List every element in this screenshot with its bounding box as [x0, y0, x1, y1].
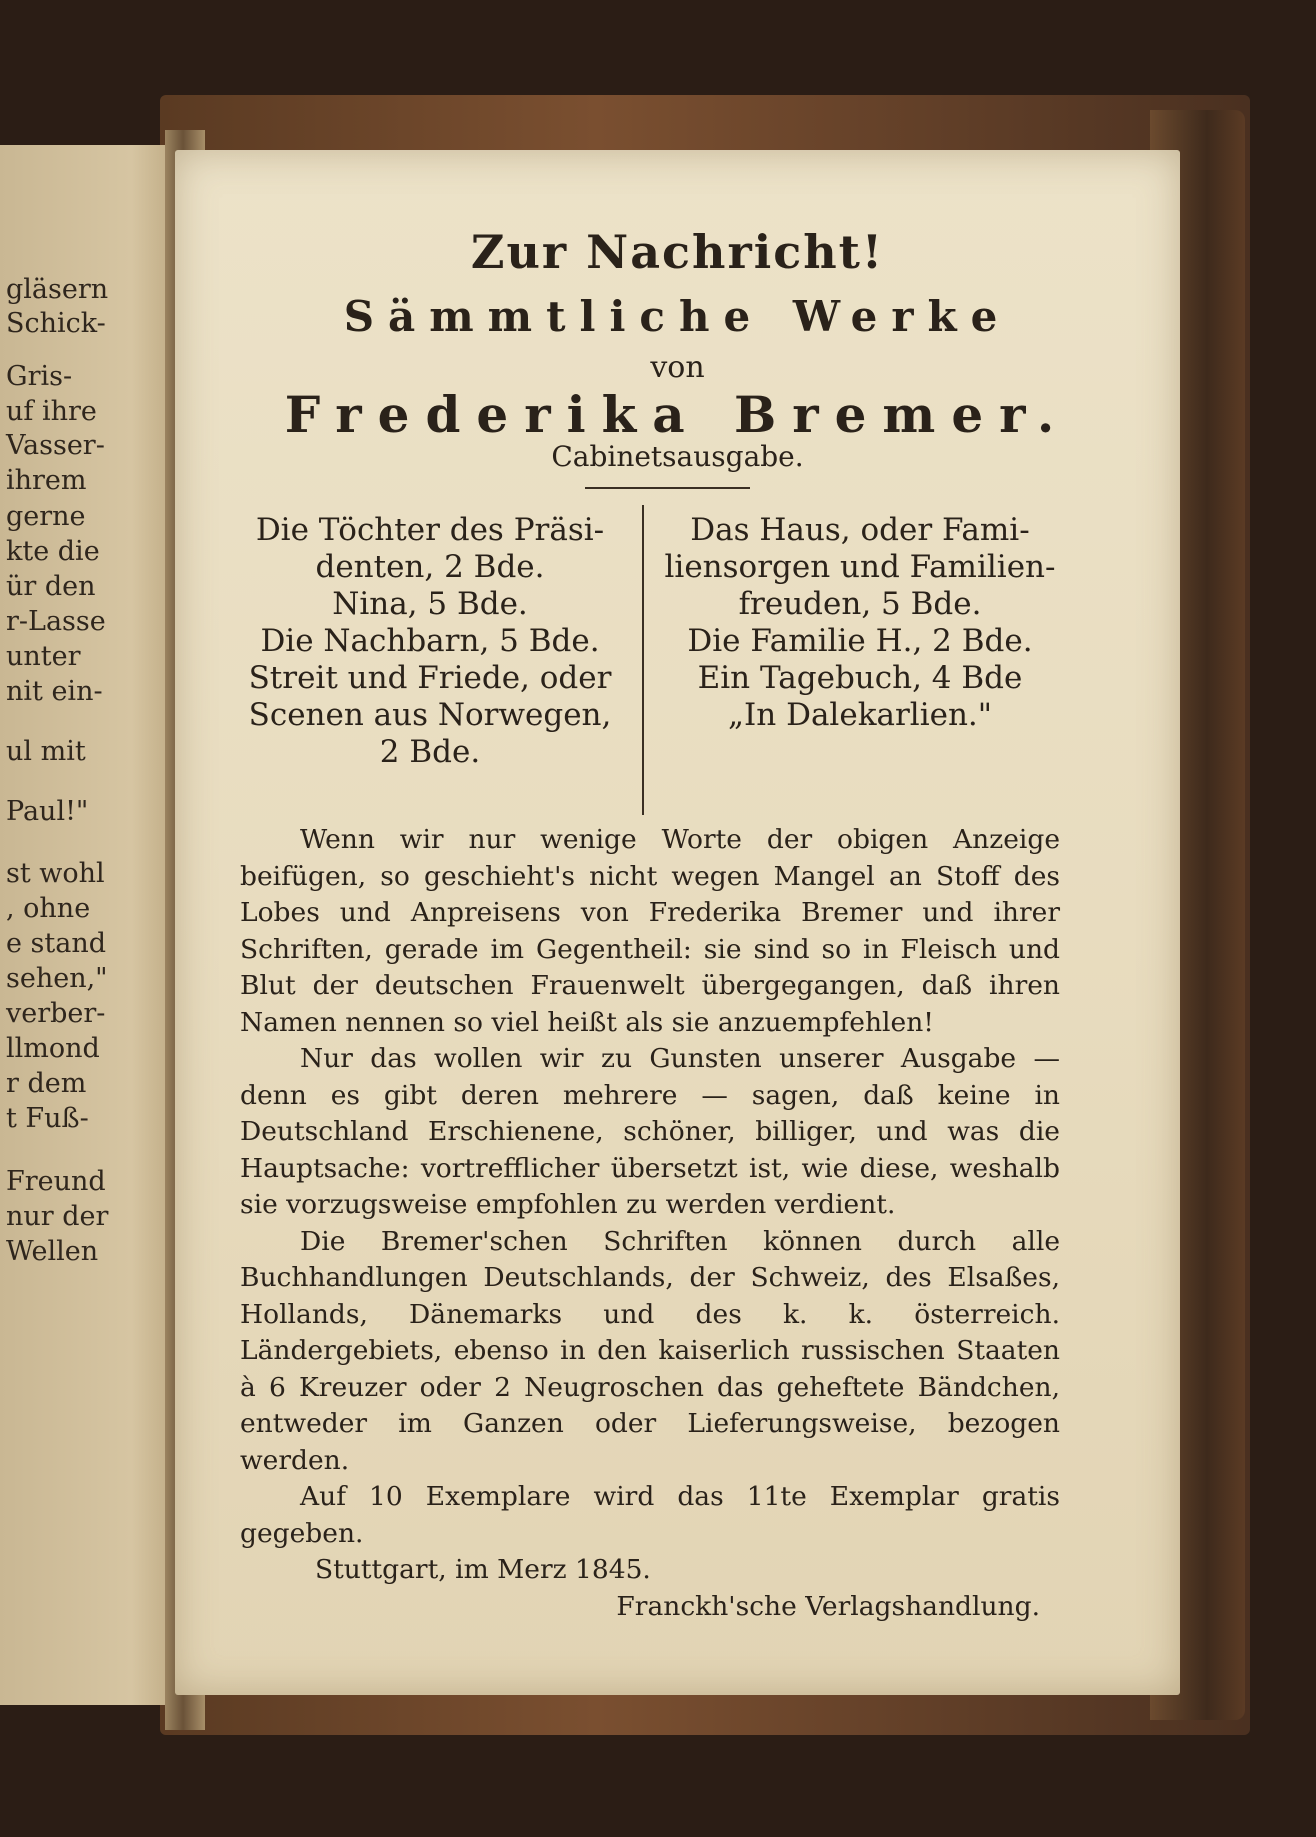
left-page-line: r dem — [6, 1068, 87, 1099]
publisher-signature: Franckh'sche Verlagshandlung. — [616, 1590, 1040, 1622]
author-name: Frederika Bremer. — [284, 385, 1071, 444]
paragraph: Auf 10 Exemplare wird das 11te Exemplar gratis gegeben. — [240, 1481, 1060, 1549]
left-page-line: unter — [6, 641, 81, 672]
left-page-line: gläsern — [6, 274, 109, 305]
works-heading: Sämmtliche Werke — [343, 292, 1012, 341]
works-line: „In Dalekarlien." — [727, 697, 993, 733]
works-line: Die Töchter des Präsi- — [255, 512, 605, 548]
paragraph: Nur das wollen wir zu Gunsten unserer Ausgabe — denn es gibt deren mehrere — sagen, daß keine in Deutschland Erschienene, schöner, billiger, und was die Hauptsache: vortrefflicher übersetzt ist, wie diese, weshalb sie vorzugsweise empfohlen zu werden verdient. — [240, 1043, 1060, 1220]
works-line: Die Familie H., 2 Bde. — [687, 623, 1033, 659]
works-list-left — [225, 512, 635, 771]
edition-line: Cabinetsausgabe. — [551, 440, 804, 473]
left-page-line: Wellen — [6, 1236, 99, 1267]
left-page-line: ür den — [6, 571, 96, 602]
left-page-line: nur der — [6, 1201, 109, 1232]
left-page-line: uf ihre — [6, 396, 97, 427]
left-page-line: llmond — [6, 1033, 100, 1064]
left-page-line: verber- — [6, 998, 106, 1029]
works-line: Ein Tagebuch, 4 Bde — [697, 660, 1023, 696]
dateline: Stuttgart, im Merz 1845. — [315, 1554, 651, 1585]
works-line: Streit und Friede, oder — [248, 660, 612, 696]
works-line: Das Haus, oder Fami- — [690, 512, 1030, 548]
works-line: 2 Bde. — [379, 734, 481, 770]
left-page-line: Paul!" — [6, 796, 89, 827]
left-page-line: r-Lasse — [6, 606, 106, 637]
left-page-line: Vasser- — [6, 430, 105, 461]
left-page-line: Gris- — [6, 361, 73, 392]
works-line: Scenen aus Norwegen, — [248, 697, 612, 733]
divider-rule — [585, 487, 750, 489]
works-line: liensorgen und Familien- — [664, 549, 1056, 585]
left-page-line: sehen," — [6, 963, 108, 994]
paragraph: Wenn wir nur wenige Worte der obigen Anzeige beifügen, so geschieht's nicht wegen Mangel an Stoff des Lobes und Anpreisens von Frederika Bremer und ihrer Schriften, gerade im Gegentheil: sie sind so in Fleisch und Blut der deutschen Frauenwelt übergegangen, daß ihren Namen nennen so viel heißt als sie anzuempfehlen! — [240, 824, 1060, 1038]
left-page-line: st wohl — [6, 858, 105, 889]
left-page-line: ihrem — [6, 465, 87, 496]
works-list-right — [655, 512, 1065, 734]
works-line: Die Nachbarn, 5 Bde. — [260, 623, 600, 659]
left-page-line: nit ein- — [6, 676, 103, 707]
left-page-line: t Fuß- — [6, 1103, 89, 1134]
column-divider — [642, 505, 644, 815]
works-line: Nina, 5 Bde. — [332, 586, 528, 622]
left-page-line: Schick- — [6, 308, 106, 339]
works-line: denten, 2 Bde. — [315, 549, 545, 585]
left-page-line: gerne — [6, 501, 86, 532]
left-page-line: e stand — [6, 928, 107, 959]
announcement-body — [240, 822, 1060, 1625]
left-page-line: , ohne — [6, 893, 91, 924]
left-page — [0, 145, 188, 1705]
notice-heading: Zur Nachricht! — [470, 225, 885, 279]
paragraph: Die Bremer'schen Schriften können durch alle Buchhandlungen Deutschlands, der Schweiz, des Elsaßes, Hollands, Dänemarks und des k. k. österreich. Ländergebiets, ebenso in den kaiserlich russischen Staaten à 6 Kreuzer oder 2 Neugroschen das geheftete Bändchen, entweder im Ganzen oder Lieferungsweise, bezogen werden. — [240, 1225, 1060, 1476]
von-line: von — [650, 350, 705, 385]
left-page-line: ul mit — [6, 736, 86, 767]
left-page-line: kte die — [6, 536, 100, 567]
works-line: freuden, 5 Bde. — [738, 586, 982, 622]
left-page-line: Freund — [6, 1166, 106, 1197]
